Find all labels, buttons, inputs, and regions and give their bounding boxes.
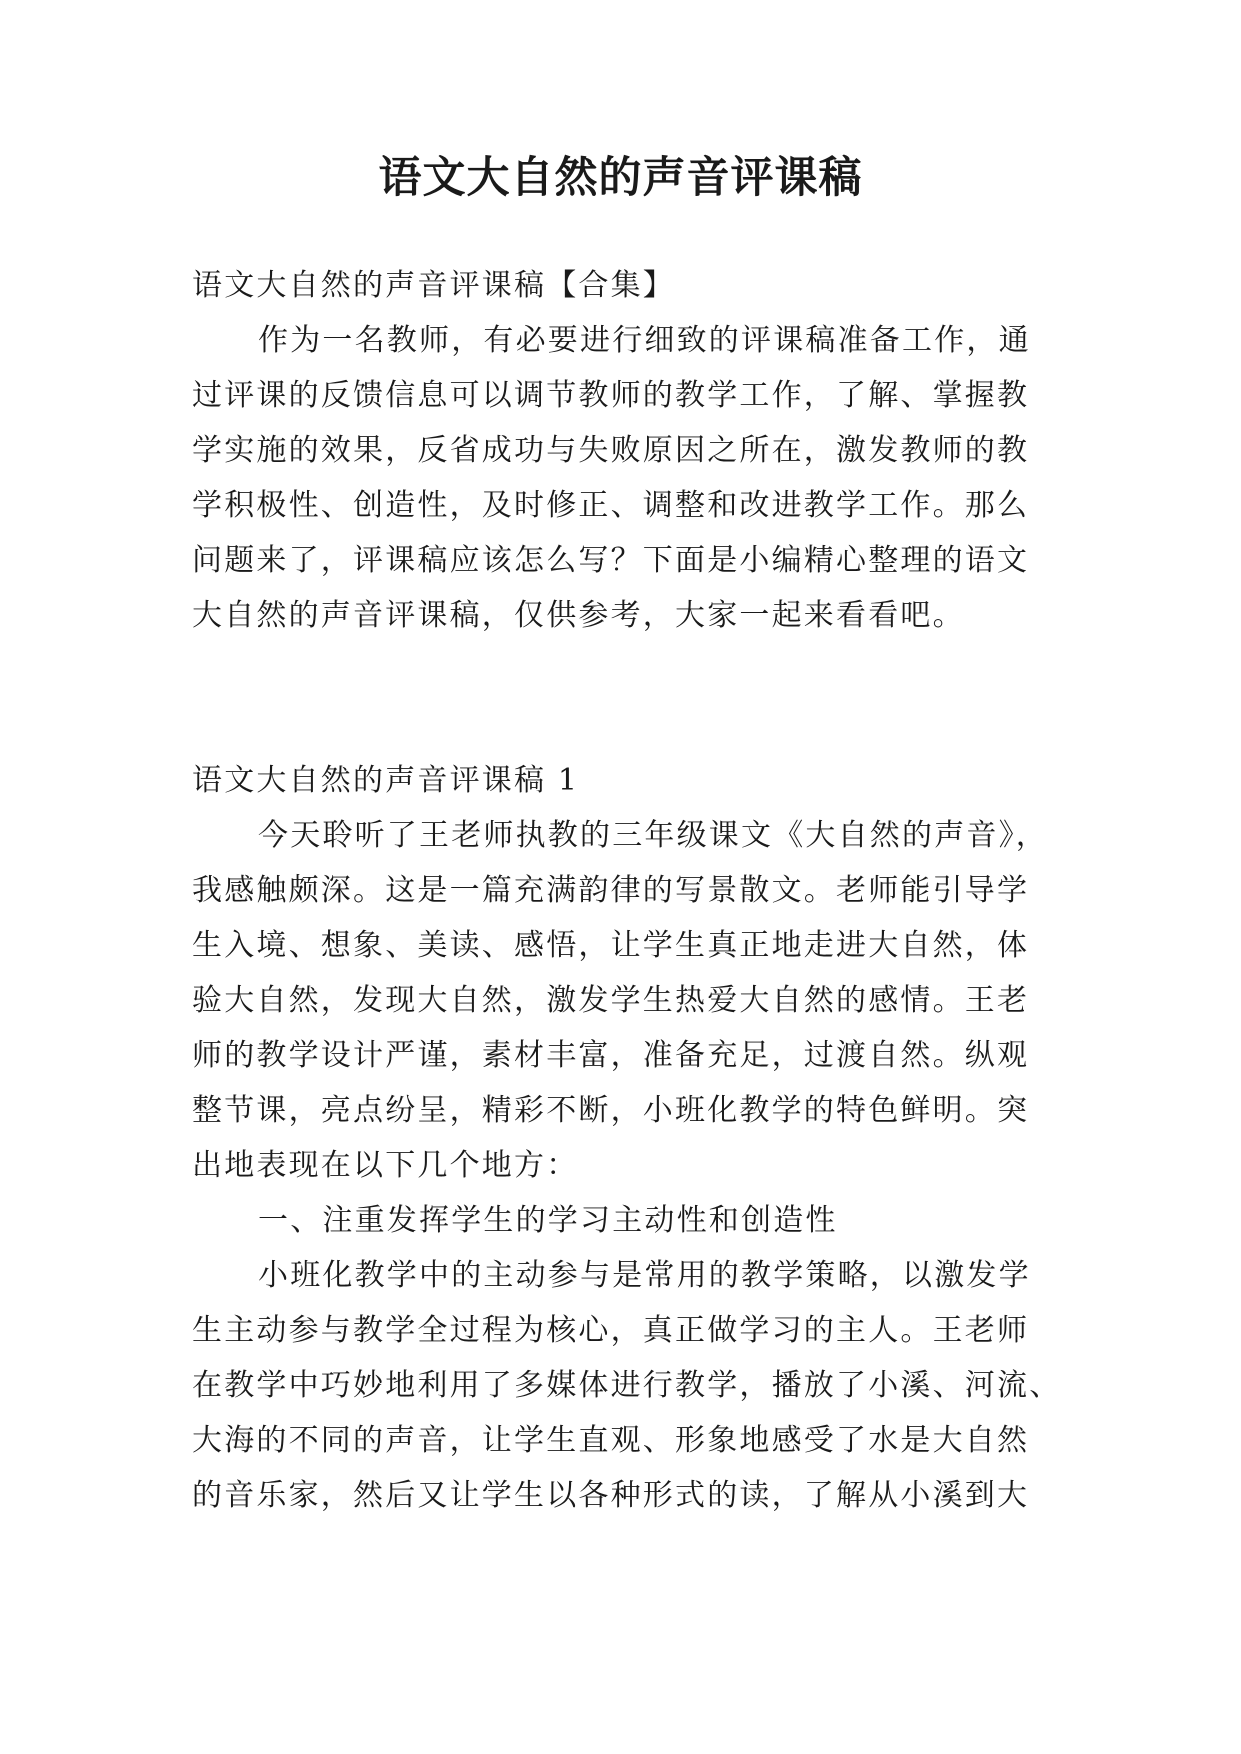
paragraph-line: 过评课的反馈信息可以调节教师的教学工作，了解、掌握教: [192, 378, 1030, 413]
paragraph-line: 师的教学设计严谨，素材丰富，准备充足，过渡自然。纵观: [192, 1038, 1030, 1073]
paragraph-line: 验大自然，发现大自然，激发学生热爱大自然的感情。王老: [192, 983, 1030, 1018]
document-title: 语文大自然的声音评课稿: [378, 153, 863, 203]
paragraph-line: 大自然的声音评课稿，仅供参考，大家一起来看看吧。: [192, 598, 965, 633]
paragraph-line: 大海的不同的声音，让学生直观、形象地感受了水是大自然: [192, 1423, 1030, 1458]
paragraph-line: 生主动参与教学全过程为核心，真正做学习的主人。王老师: [192, 1313, 1030, 1348]
paragraph-line: 学实施的效果，反省成功与失败原因之所在，激发教师的教: [192, 433, 1030, 468]
paragraph-line: 整节课，亮点纷呈，精彩不断，小班化教学的特色鲜明。突: [192, 1093, 1030, 1128]
paragraph-line: 出地表现在以下几个地方：: [192, 1148, 579, 1183]
intro-heading: 语文大自然的声音评课稿【合集】: [192, 268, 675, 303]
paragraph-line: 我感触颇深。这是一篇充满韵律的写景散文。老师能引导学: [192, 873, 1030, 908]
paragraph-line: 在教学中巧妙地利用了多媒体进行教学，播放了小溪、河流、: [192, 1368, 1062, 1403]
section-paragraph: [192, 1248, 1062, 1523]
paragraph-line: 作为一名教师，有必要进行细致的评课稿准备工作，通: [258, 323, 1031, 358]
point-heading: 一、注重发挥学生的学习主动性和创造性: [258, 1203, 838, 1238]
section-heading: 语文大自然的声音评课稿 1: [192, 763, 580, 798]
paragraph-line: 生入境、想象、美读、感悟，让学生真正地走进大自然，体: [192, 928, 1030, 963]
paragraph-line: 学积极性、创造性，及时修正、调整和改进教学工作。那么: [192, 488, 1030, 523]
paragraph-line: 小班化教学中的主动参与是常用的教学策略，以激发学: [258, 1258, 1031, 1293]
section-1: [192, 753, 1062, 1523]
paragraph-line: 的音乐家，然后又让学生以各种形式的读，了解从小溪到大: [192, 1478, 1030, 1513]
intro-paragraph: [192, 313, 1054, 643]
section-paragraph: [192, 808, 1054, 1193]
paragraph-line: 今天聆听了王老师执教的三年级课文《大自然的声音》，: [258, 818, 1048, 853]
paragraph-line: 问题来了，评课稿应该怎么写？下面是小编精心整理的语文: [192, 543, 1030, 578]
intro-section: [192, 258, 1054, 643]
